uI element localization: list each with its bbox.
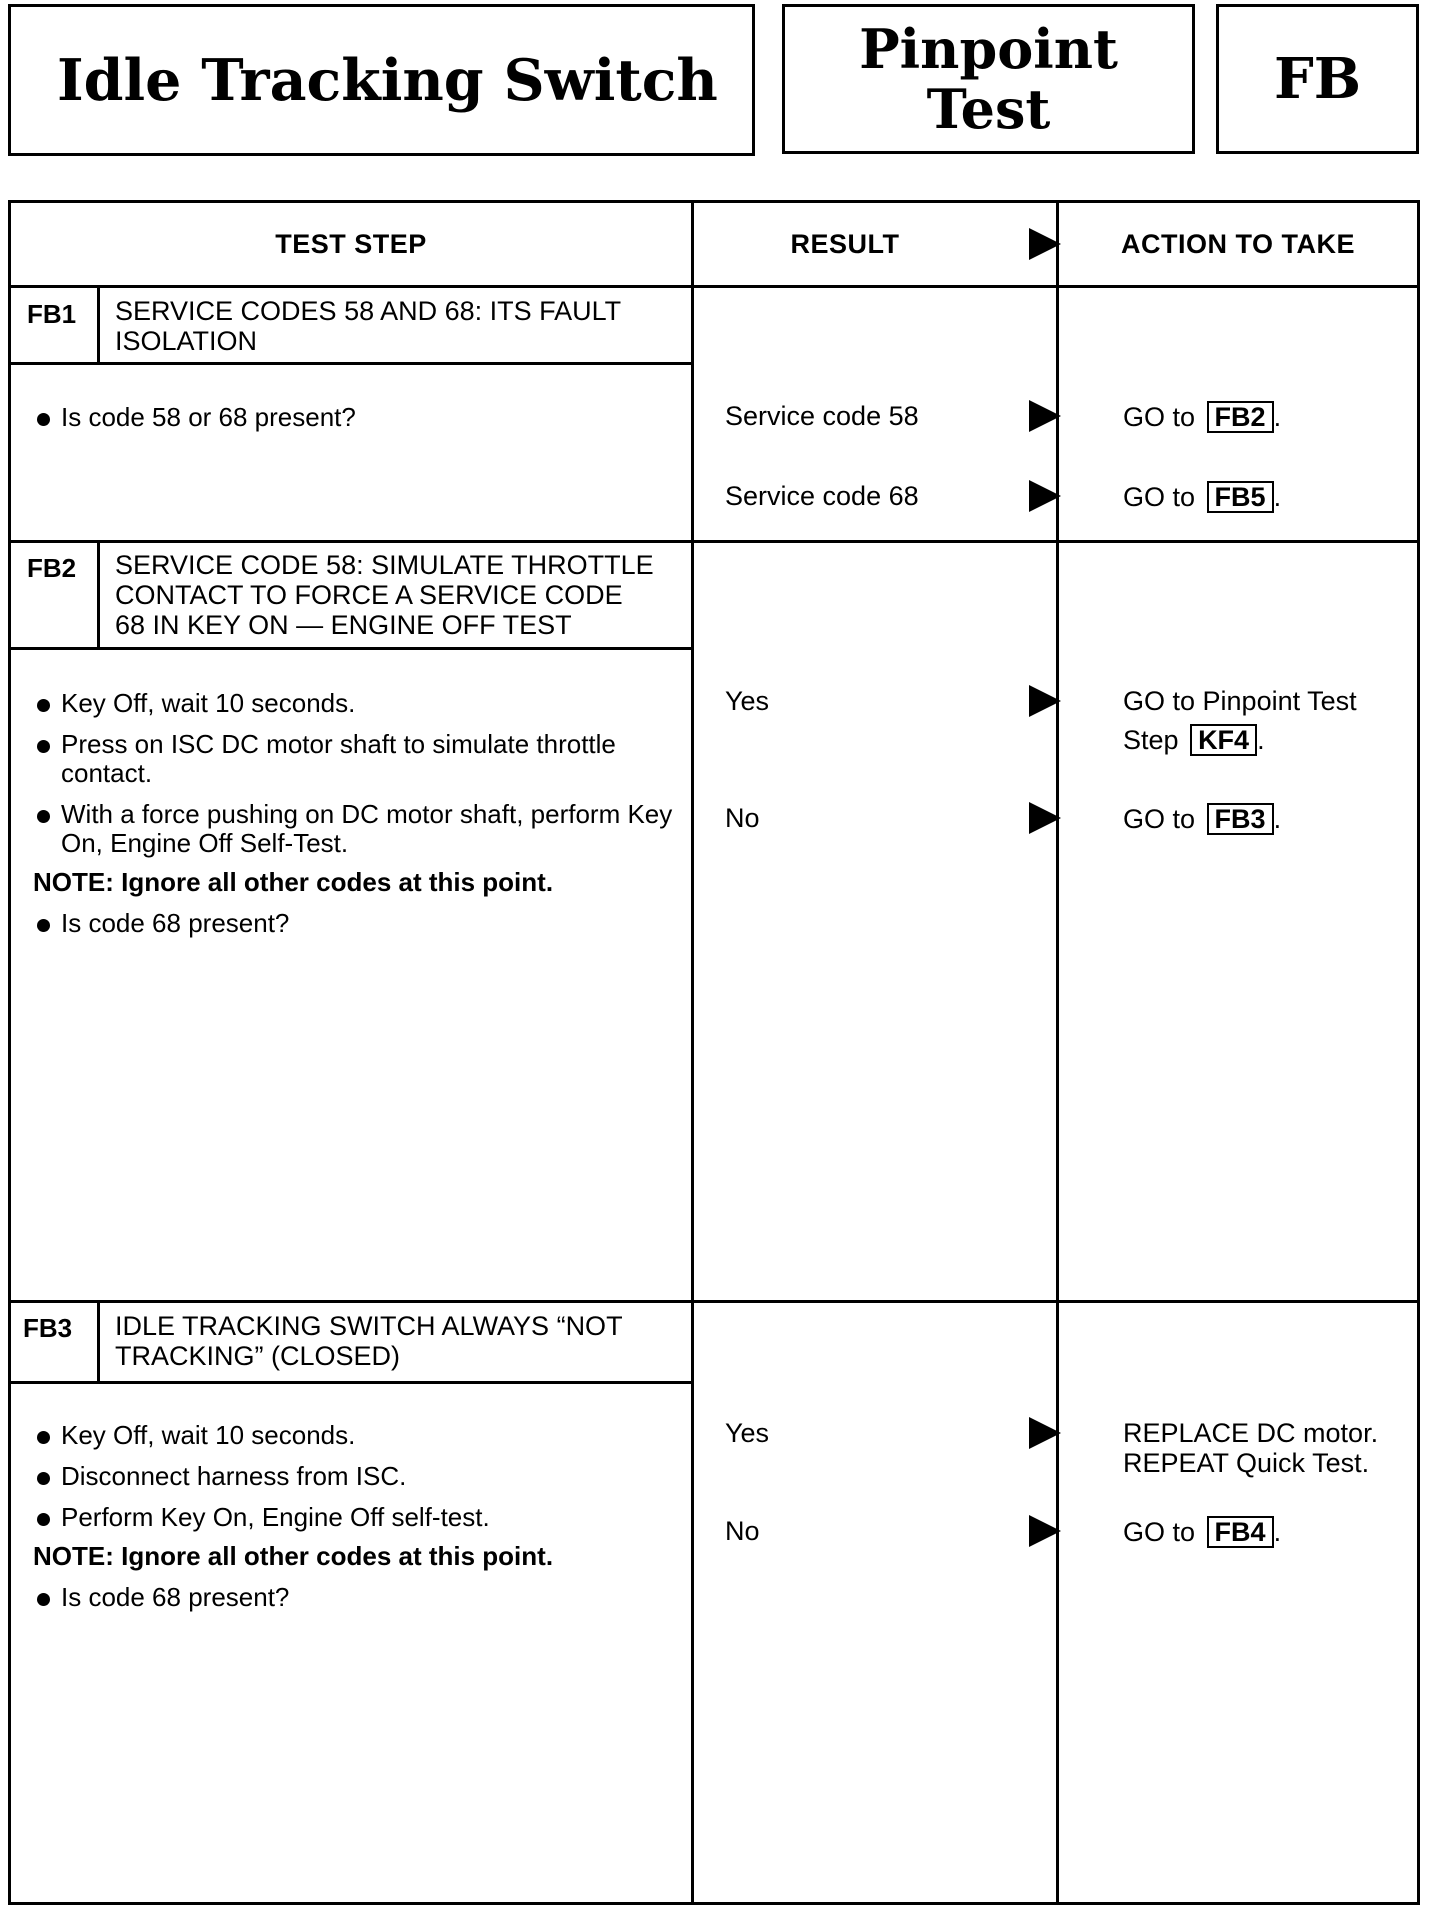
pinpoint-test-table	[8, 200, 1420, 1905]
step-id: FB2	[27, 553, 77, 583]
instruction-item: Is code 68 present?	[33, 909, 683, 938]
test-type-line2: Test	[926, 77, 1051, 141]
instruction-item: Disconnect harness from ISC.	[33, 1462, 683, 1491]
step-instructions	[33, 689, 683, 950]
column-divider	[1056, 203, 1059, 1902]
step-title	[115, 550, 654, 640]
result-text: No	[725, 1516, 760, 1546]
result-arrow-icon	[1029, 802, 1061, 834]
step-reference: FB4	[1207, 1516, 1274, 1548]
action-prefix: GO to Pinpoint Test	[1123, 686, 1357, 716]
action-text	[1123, 481, 1423, 513]
col-header-action: ACTION TO TAKE	[1121, 228, 1355, 259]
action-suffix: .	[1273, 1517, 1282, 1547]
test-type-box	[782, 4, 1195, 154]
action-line: REPEAT Quick Test.	[1123, 1448, 1370, 1478]
action-text	[1123, 686, 1423, 756]
step-id-divider	[97, 1303, 100, 1381]
step-title-line: SERVICE CODE 58: SIMULATE THROTTLE	[115, 550, 654, 580]
action-suffix: .	[1257, 725, 1265, 755]
step-id-divider	[97, 543, 100, 647]
step-title-divider	[11, 1381, 691, 1384]
step-reference: FB2	[1207, 401, 1274, 433]
instruction-item: Key Off, wait 10 seconds.	[33, 689, 683, 718]
action-suffix: .	[1273, 804, 1282, 834]
result-text: Yes	[725, 1418, 770, 1448]
instruction-item: Key Off, wait 10 seconds.	[33, 1421, 683, 1450]
action-suffix: .	[1273, 402, 1282, 432]
step-title-line: SERVICE CODES 58 AND 68: ITS FAULT	[115, 296, 622, 326]
step-title-divider	[11, 362, 691, 365]
column-divider	[691, 203, 694, 1902]
step-title-line: TRACKING” (CLOSED)	[115, 1341, 401, 1371]
result-text: No	[725, 803, 760, 833]
page-title: Idle Tracking Switch	[57, 46, 718, 114]
step-title	[115, 296, 621, 356]
step-title-divider	[11, 647, 691, 650]
step-instructions	[33, 1421, 683, 1624]
step-reference: FB3	[1207, 803, 1274, 835]
result-arrow-icon	[1029, 685, 1061, 717]
test-type-line1: Pinpoint	[859, 17, 1118, 81]
test-code-box	[1216, 4, 1419, 154]
col-header-test-step: TEST STEP	[275, 228, 427, 259]
instruction-item: Perform Key On, Engine Off self-test.	[33, 1503, 683, 1532]
action-prefix: GO to	[1123, 804, 1196, 834]
instruction-item: Press on ISC DC motor shaft to simulate throttle contact.	[33, 730, 683, 788]
action-text	[1123, 1418, 1423, 1478]
test-code: FB	[1273, 46, 1362, 112]
instruction-item: With a force pushing on DC motor shaft, perform Key On, Engine Off Self-Test.	[33, 800, 683, 858]
note-text: NOTE: Ignore all other codes at this point.	[33, 867, 554, 897]
step-title-line: IDLE TRACKING SWITCH ALWAYS “NOT	[115, 1311, 623, 1341]
result-arrow-icon	[1029, 1515, 1061, 1547]
instruction-item: Is code 68 present?	[33, 1583, 683, 1612]
action-prefix: Step	[1123, 725, 1179, 755]
action-text	[1123, 803, 1423, 835]
step-title	[115, 1311, 623, 1371]
step-id: FB3	[23, 1313, 73, 1343]
action-line: REPLACE DC motor.	[1123, 1418, 1379, 1448]
row-divider	[11, 540, 1417, 543]
note-text: NOTE: Ignore all other codes at this point.	[33, 1541, 554, 1571]
result-arrow-icon	[1029, 228, 1061, 260]
step-title-line: ISOLATION	[115, 326, 258, 356]
step-reference: FB5	[1207, 481, 1274, 513]
result-text: Service code 58	[725, 401, 919, 431]
step-title-line: 68 IN KEY ON — ENGINE OFF TEST	[115, 610, 572, 640]
col-header-result: RESULT	[790, 228, 900, 259]
action-suffix: .	[1273, 482, 1282, 512]
result-text: Yes	[725, 686, 770, 716]
result-arrow-icon	[1029, 480, 1061, 512]
row-divider	[11, 1300, 1417, 1303]
result-text: Service code 68	[725, 481, 919, 511]
result-arrow-icon	[1029, 1417, 1061, 1449]
step-id-divider	[97, 288, 100, 362]
action-prefix: GO to	[1123, 1517, 1196, 1547]
action-text	[1123, 401, 1423, 433]
action-prefix: GO to	[1123, 482, 1196, 512]
action-prefix: GO to	[1123, 402, 1196, 432]
step-reference: KF4	[1190, 724, 1257, 756]
step-id: FB1	[27, 299, 77, 329]
instruction-item: Is code 58 or 68 present?	[33, 403, 683, 432]
step-title-line: CONTACT TO FORCE A SERVICE CODE	[115, 580, 623, 610]
action-text	[1123, 1516, 1423, 1548]
header-divider	[11, 285, 1417, 288]
page-title-box	[8, 4, 755, 156]
result-arrow-icon	[1029, 400, 1061, 432]
step-instructions	[33, 403, 683, 444]
